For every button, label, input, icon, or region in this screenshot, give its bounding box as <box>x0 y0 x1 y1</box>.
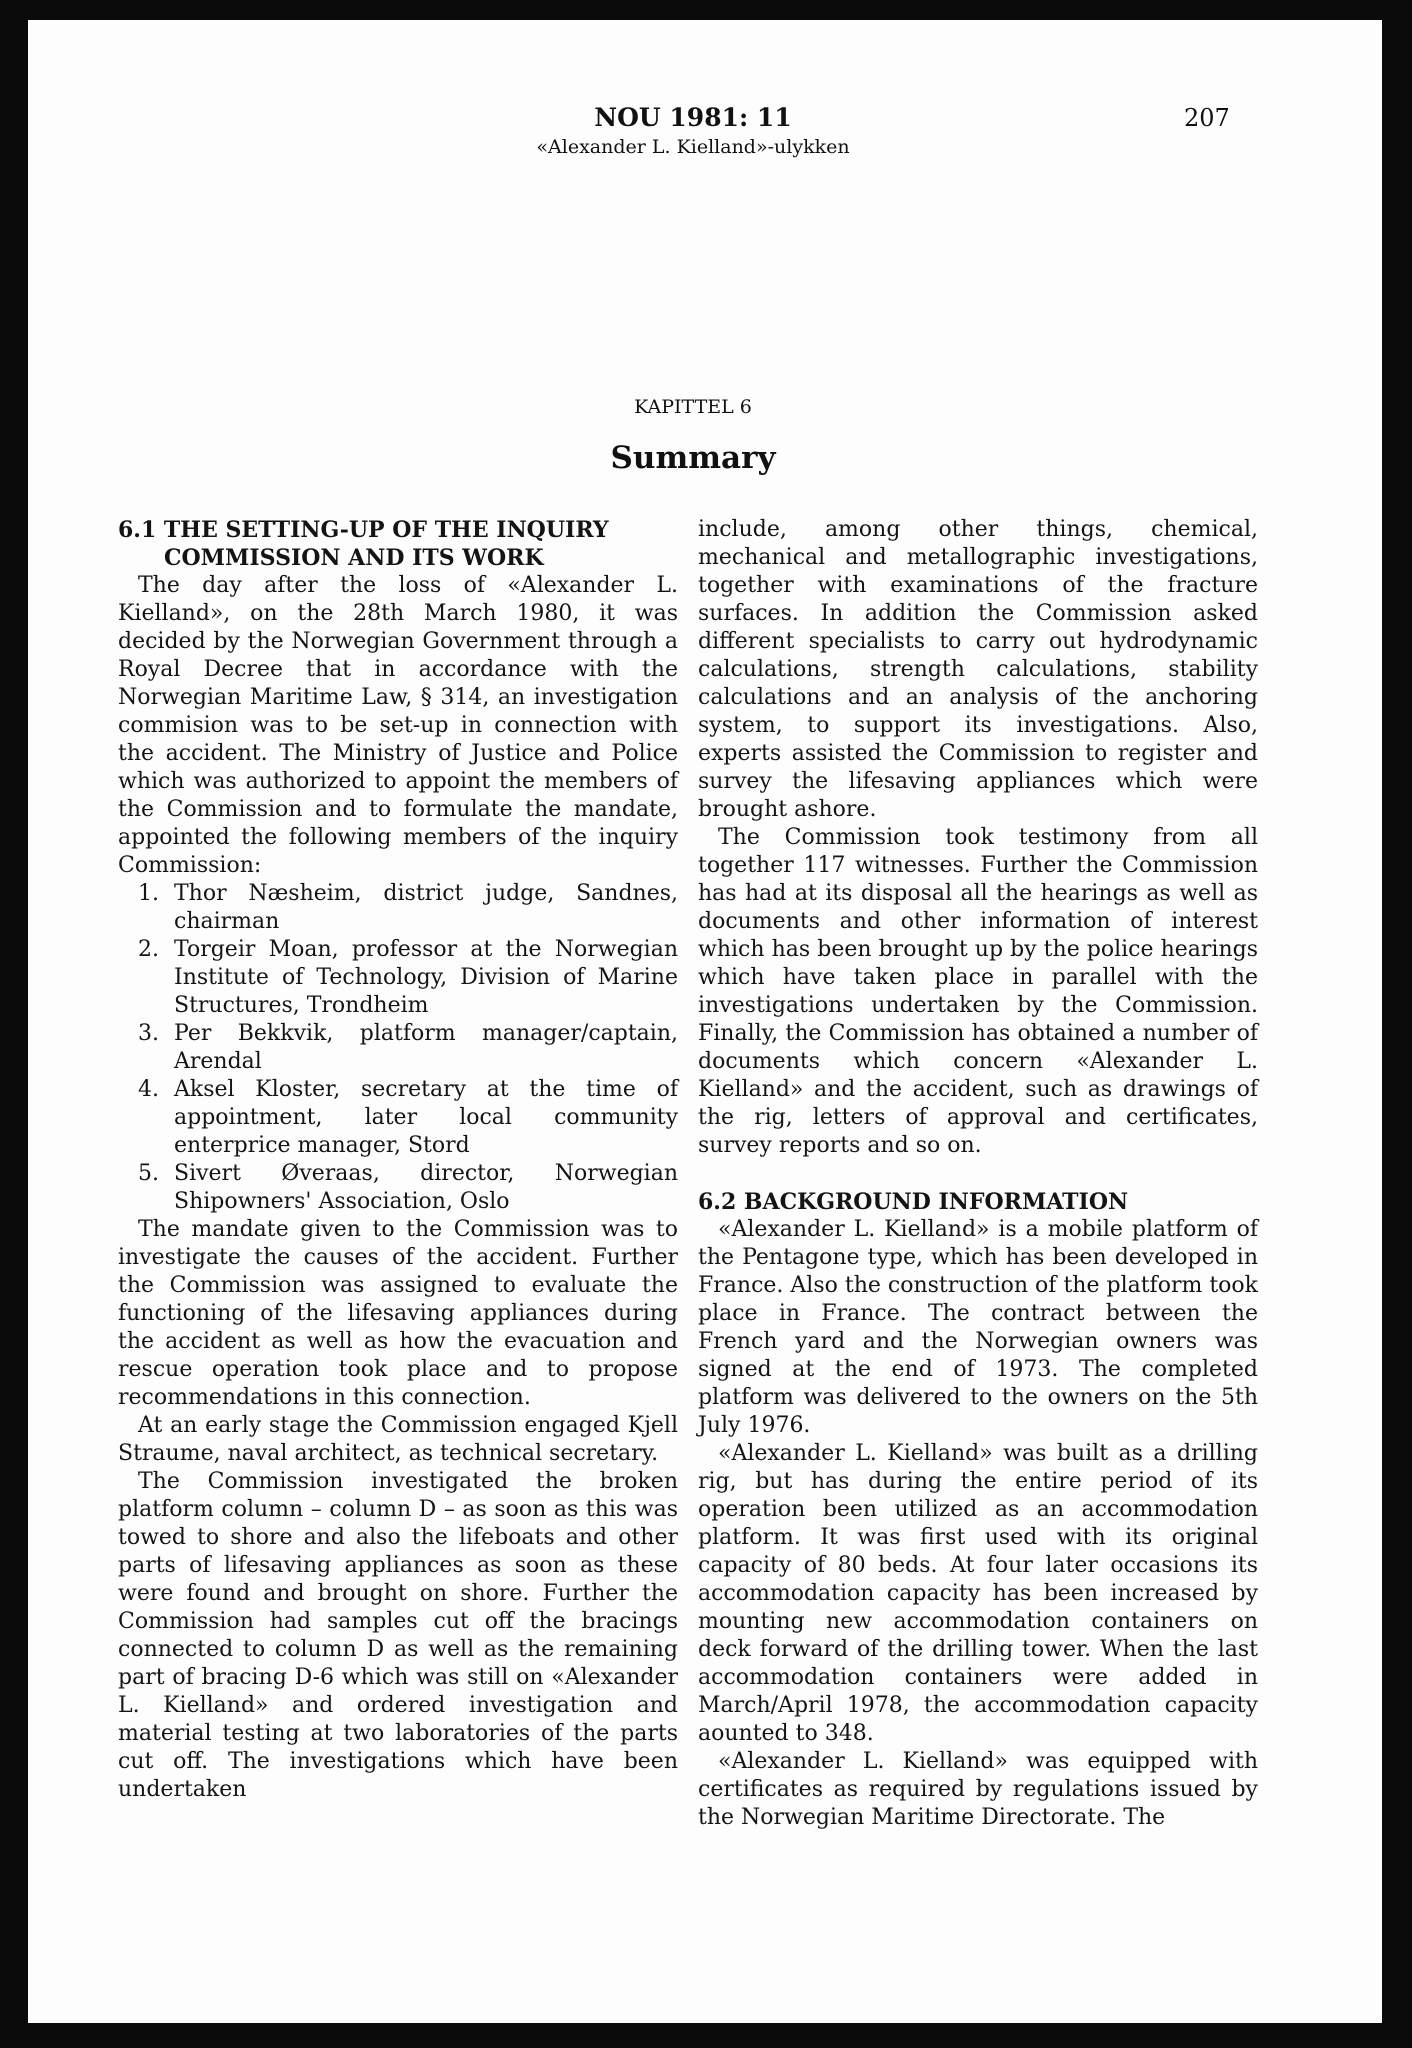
list-item: 3. Per Bekkvik, platform manager/captain, Arendal <box>138 1021 678 1074</box>
section-6-1-heading-line1: 6.1 THE SETTING-UP OF THE INQUIRY <box>118 517 609 543</box>
paragraph: The Commission took testimony from all together 117 witnesses. Further the Commission has had at its disposal all the hearings as well as documents and other information of interest which has been brought up by the police hearings which have taken place in parallel with the investigations undertaken by the Commission. Finally, the Commission has obtained a number of documents which concern «Alexander L. Kielland» and the accident, such as drawings of the rig, letters of approval and certificates, survey reports and so on. <box>698 825 1258 1158</box>
chapter-title: Summary <box>610 440 776 476</box>
paragraph: The Commission investigated the broken platform column – column D – as soon as this was towed to shore and also the lifeboats and other parts of lifesaving appliances as soon as these were found and brought on shore. Further the Commission had samples cut off the bracings connected to column D as well as the remaining part of bracing D-6 which was still on «Alexander L. Kielland» and ordered investigation and material testing at two laboratories of the parts cut off. The investigations which have been undertaken <box>118 1469 678 1802</box>
section-6-2-heading: 6.2 BACKGROUND INFORMATION <box>698 1189 1129 1215</box>
paragraph: «Alexander L. Kielland» is a mobile platform of the Pentagone type, which has been developed in France. Also the construction of the platform took place in France. The contract between the French yard and the Norwegian owners was signed at the end of 1973. The completed platform was delivered to the owners on the 5th July 1976. <box>698 1217 1258 1438</box>
chapter-label: KAPITTEL 6 <box>634 396 752 418</box>
page-number: 207 <box>1184 104 1230 132</box>
list-item: 1. Thor Næsheim, district judge, Sandnes, chairman <box>138 881 678 934</box>
section-6-1-heading <box>118 516 678 572</box>
report-subtitle: «Alexander L. Kielland»-ulykken <box>536 136 850 158</box>
paragraph: The day after the loss of «Alexander L. Kielland», on the 28th March 1980, it was decided by the Norwegian Government through a Royal Decree that in accordance with the Norwegian Maritime Law, § 314, an investigation commision was to be set-up in connection with the accident. The Ministry of Justice and Police which was authorized to appoint the members of the Commission and to formulate the mandate, appointed the following members of the inquiry Commission: <box>118 573 678 878</box>
paragraph: «Alexander L. Kielland» was equipped with certificates as required by regulations issued by the Norwegian Maritime Directorate. The <box>698 1749 1258 1830</box>
list-item: 4. Aksel Kloster, secretary at the time of appointment, later local community enterprice manager, Stord <box>138 1077 678 1158</box>
paragraph: At an early stage the Commission engaged Kjell Straume, naval architect, as technical secretary. <box>118 1413 678 1466</box>
right-column <box>698 516 1258 1832</box>
report-title: NOU 1981: 11 <box>594 103 792 132</box>
paragraph: include, among other things, chemical, mechanical and metallographic investigations, together with examinations of the fracture surfaces. In addition the Commission asked different specialists to carry out hydrodynamic calculations, strength calculations, stability calculations and an analysis of the anchoring system, to support its investigations. Also, experts assisted the Commission to register and survey the lifesaving appliances which were brought ashore. <box>698 517 1258 822</box>
paragraph: «Alexander L. Kielland» was built as a drilling rig, but has during the entire period of its operation been utilized as an accommodation platform. It was first used with its original capacity of 80 beds. At four later occasions its accommodation capacity has been increased by mounting new accommodation containers on deck forward of the drilling tower. When the last accommodation containers were added in March/April 1978, the accommodation capacity aounted to 348. <box>698 1441 1258 1746</box>
list-item: 5. Sivert Øveraas, director, Norwegian Shipowners' Association, Oslo <box>138 1161 678 1214</box>
section-6-1-heading-line2: COMMISSION AND ITS WORK <box>164 545 544 571</box>
list-item: 2. Torgeir Moan, professor at the Norwegian Institute of Technology, Division of Marine Structures, Trondheim <box>138 937 678 1018</box>
paragraph: The mandate given to the Commission was to investigate the causes of the accident. Further the Commission was assigned to evaluate the functioning of the lifesaving appliances during the accident as well as how the evacuation and rescue operation took place and to propose recommendations in this connection. <box>118 1217 678 1410</box>
member-list <box>118 880 678 1216</box>
document-page <box>28 20 1382 2023</box>
left-column <box>118 516 678 1804</box>
